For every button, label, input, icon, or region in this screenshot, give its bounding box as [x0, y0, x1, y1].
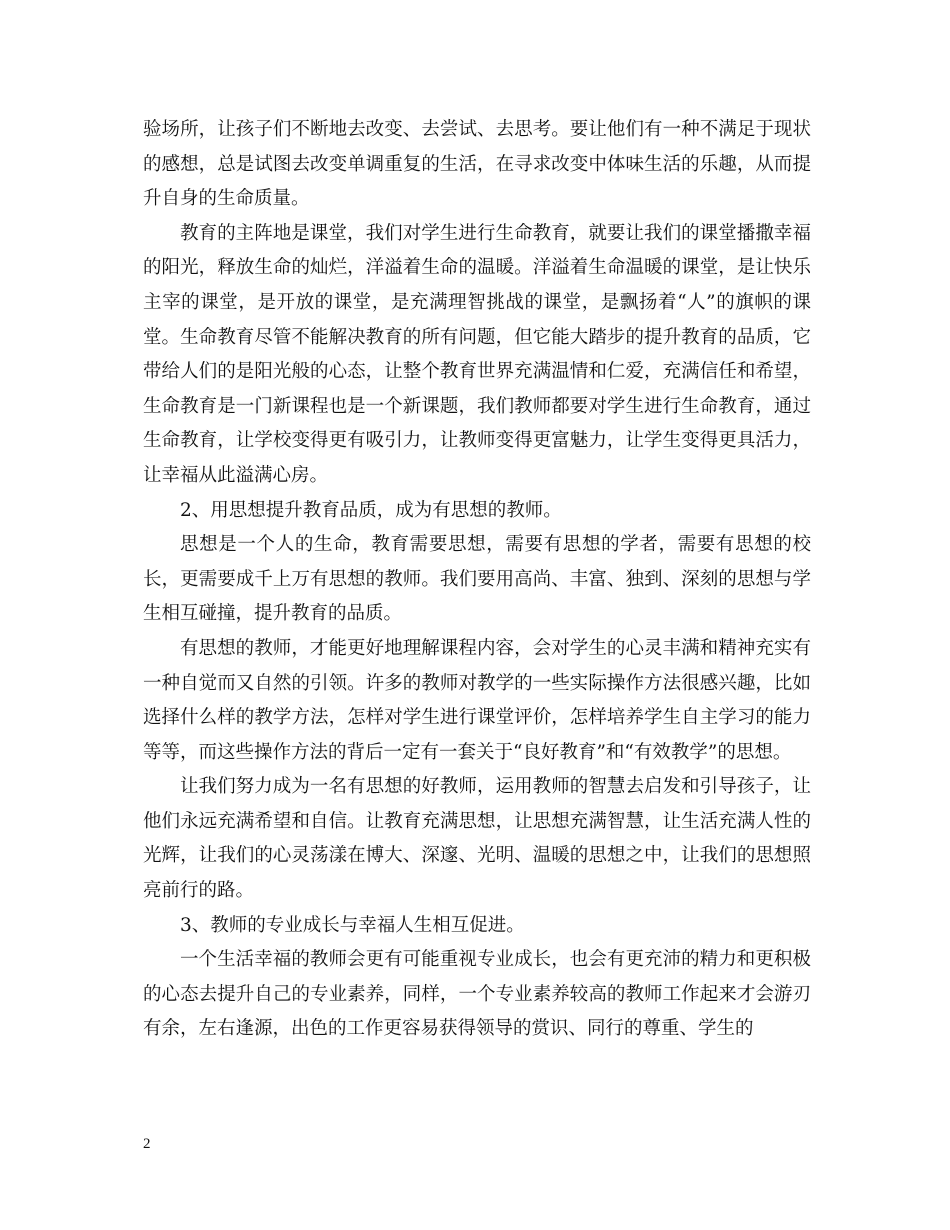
paragraph-3: 思想是一个人的生命，教育需要思想，需要有思想的学者，需要有思想的校长，更需要成千上万有思想的教师。我们要用高尚、丰富、独到、深刻的思想与学生相互碰撞，提升教育的品质。 — [143, 534, 811, 625]
section-heading-3: 3、教师的专业成长与幸福人生相互促进。 — [180, 914, 525, 936]
body-text — [143, 113, 811, 1047]
paragraph-4: 有思想的教师，才能更好地理解课程内容，会对学生的心灵丰满和精神充实有一种自觉而又自然的引领。许多的教师对教学的一些实际操作方法很感兴趣，比如选择什么样的教学方法，怎样对学生进行课堂评价，怎样培养学生自主学习的能力等等，而这些操作方法的背后一定有一套关于“良好教育”和“有效教学”的思想。 — [143, 637, 811, 763]
paragraph-5: 让我们努力成为一名有思想的好教师，运用教师的智慧去启发和引导孩子，让他们永远充满希望和自信。让教育充满思想，让思想充满智慧，让生活充满人性的光辉，让我们的心灵荡漾在博大、深邃、光明、温暖的思想之中，让我们的思想照亮前行的路。 — [143, 776, 811, 902]
section-heading-2: 2、用思想提升教育品质，成为有思想的教师。 — [180, 499, 562, 521]
paragraph-1: 验场所，让孩子们不断地去改变、去尝试、去思考。要让他们有一种不满足于现状的感想，总是试图去改变单调重复的生活，在寻求改变中体味生活的乐趣，从而提升自身的生命质量。 — [143, 119, 811, 210]
paragraph-2: 教育的主阵地是课堂，我们对学生进行生命教育，就要让我们的课堂播撒幸福的阳光，释放生命的灿烂，洋溢着生命的温暖。洋溢着生命温暖的课堂，是让快乐主宰的课堂，是开放的课堂，是充满理智挑战的课堂，是飘扬着“人”的旗帜的课堂。生命教育尽管不能解决教育的所有问题，但它能大踏步的提升教育的品质，它带给人们的是阳光般的心态，让整个教育世界充满温情和仁爱，充满信任和希望，生命教育是一门新课程也是一个新课题，我们教师都要对学生进行生命教育，通过生命教育，让学校变得更有吸引力，让教师变得更富魅力，让学生变得更具活力，让幸福从此溢满心房。 — [143, 222, 811, 486]
paragraph-6: 一个生活幸福的教师会更有可能重视专业成长，也会有更充沛的精力和更积极的心态去提升自己的专业素养，同样，一个专业素养较高的教师工作起来才会游刃有余，左右逢源，出色的工作更容易获得领导的赏识、同行的尊重、学生的 — [143, 949, 811, 1040]
page-number: 2 — [143, 1136, 151, 1152]
